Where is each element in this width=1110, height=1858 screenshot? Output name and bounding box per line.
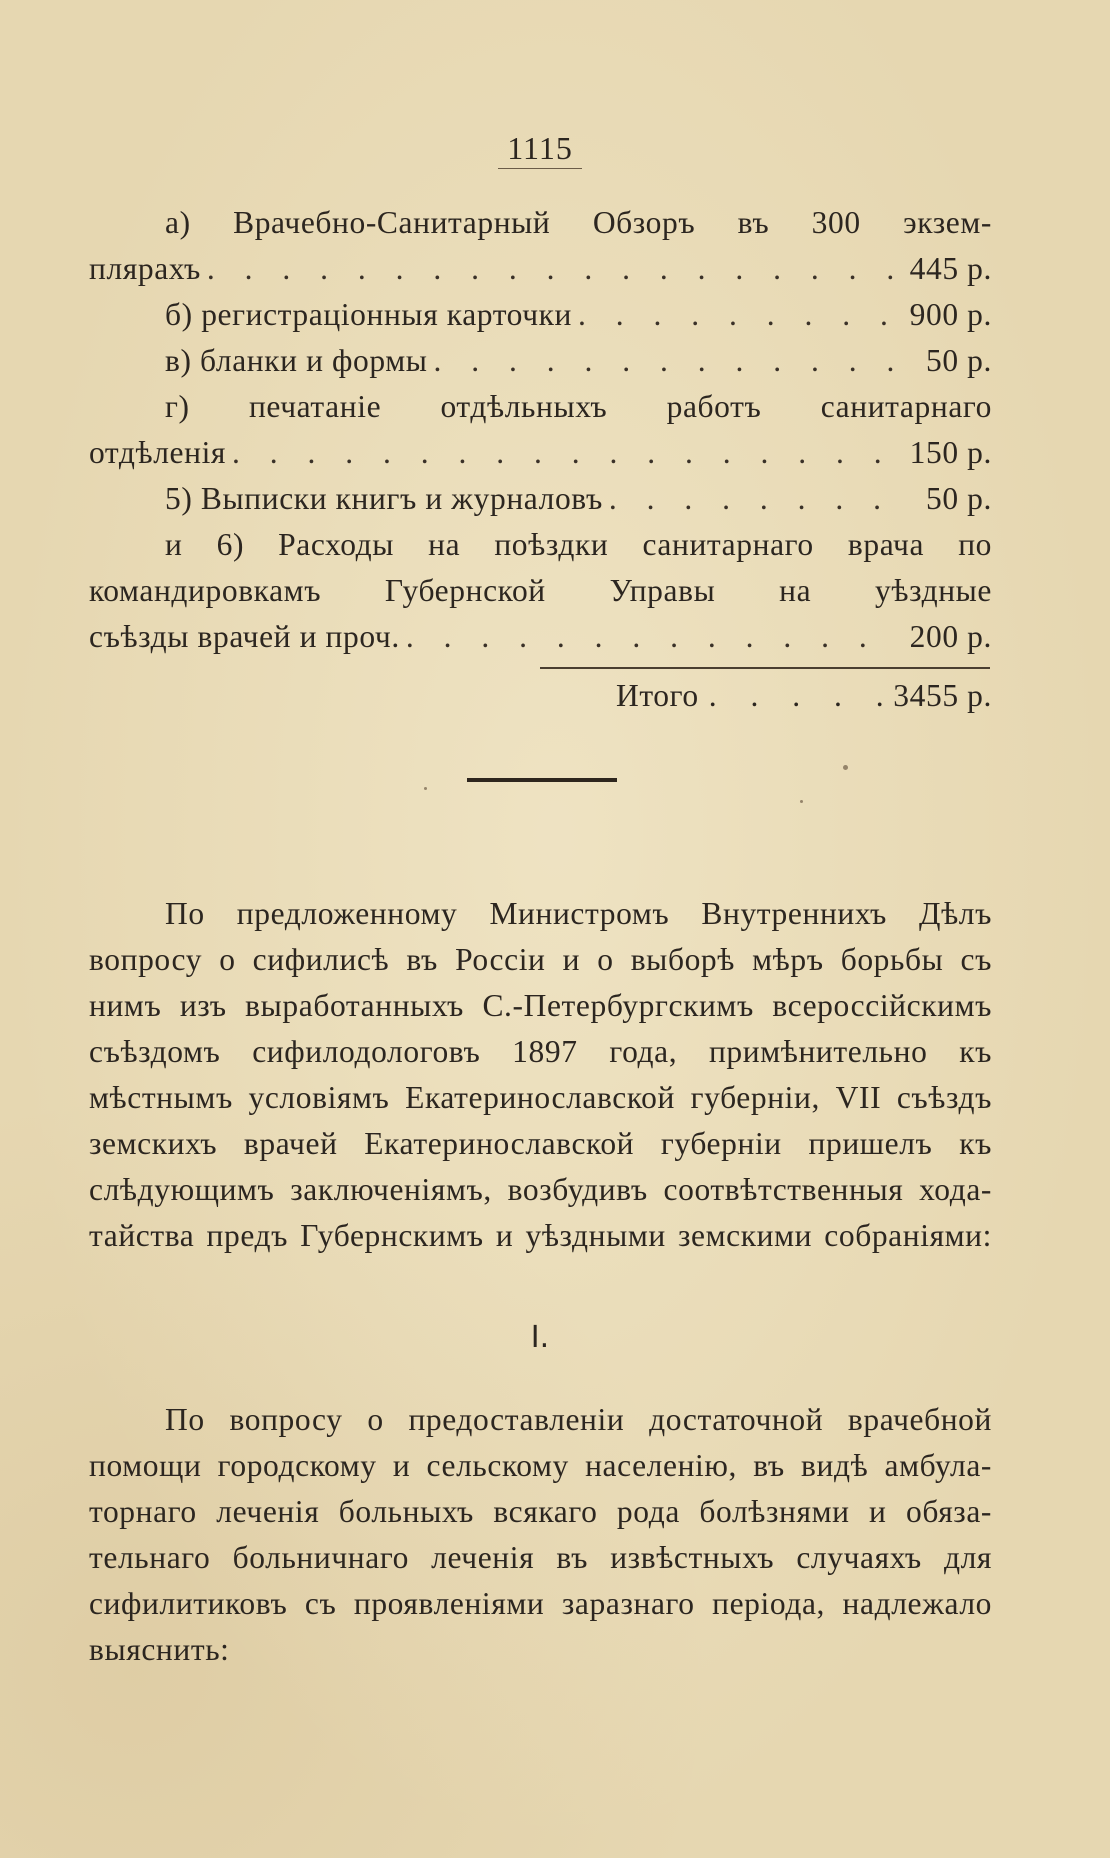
dot-leader [406, 614, 896, 660]
budget-item-label: 5) Выписки книгъ и журналовъ [165, 481, 603, 516]
section-number: I. [530, 1320, 550, 1355]
paragraph-line: земскихъ врачей Екатеринославской губерніи пришелъ къ [89, 1126, 992, 1161]
budget-item-label: отдѣленія [89, 435, 227, 470]
budget-item-row [89, 430, 992, 476]
paper-speck [424, 787, 427, 790]
budget-item-amount: 150 р. [909, 435, 992, 470]
budget-item-amount: 50 р. [926, 481, 992, 516]
paper-speck [800, 800, 803, 803]
budget-item-line: и 6) Расходы на поѣздки санитарнаго врача по [165, 527, 992, 562]
paragraph-line: слѣдующимъ заключеніямъ, возбудивъ соотвѣтственныя хода- [89, 1172, 992, 1207]
paragraph-line: тайства предъ Губернскимъ и уѣздными земскими собраніями: [89, 1218, 992, 1253]
budget-item-label: б) регистраціонныя карточки [165, 297, 572, 332]
paragraph-1 [89, 891, 992, 1259]
paragraph-2 [89, 1397, 992, 1673]
budget-item-label: плярахъ [89, 251, 201, 286]
budget-item-row [89, 338, 992, 384]
budget-item-row [89, 614, 992, 660]
paragraph-line: помощи городскому и сельскому населенію, въ видѣ амбула- [89, 1448, 992, 1483]
page-number: 1115 [507, 130, 573, 166]
budget-item-row [89, 476, 992, 522]
paragraph-line: сифилитиковъ съ проявленіями заразнаго періода, надлежало [89, 1586, 992, 1621]
section-separator [467, 778, 617, 782]
total-amount: 3455 р. [893, 678, 992, 713]
budget-item-row [89, 292, 992, 338]
budget-item-amount: 445 р. [909, 251, 992, 286]
paragraph-line: вопросу о сифилисѣ въ Россіи и о выборѣ мѣръ борьбы съ [89, 942, 992, 977]
budget-item-line: командировкамъ Губернской Управы на уѣздные [89, 573, 992, 608]
budget-item-line: а) Врачебно-Санитарный Обзоръ въ 300 экзем- [165, 205, 992, 240]
budget-item-line: г) печатаніе отдѣльныхъ работъ санитарнаго [165, 389, 992, 424]
dot-leader [207, 246, 896, 292]
budget-item-amount: 900 р. [909, 297, 992, 332]
budget-item-label: в) бланки и формы [165, 343, 428, 378]
dot-leader [609, 476, 896, 522]
dot-leader [709, 678, 884, 714]
dot-leader [434, 338, 896, 384]
total-label: Итого [616, 678, 699, 713]
total-row [540, 678, 992, 724]
paragraph-line: торнаго леченія больныхъ всякаго рода болѣзнями и обяза- [89, 1494, 992, 1529]
budget-item-label: съѣзды врачей и проч. [89, 619, 400, 654]
paragraph-line: выяснить: [89, 1632, 230, 1667]
paragraph-line: мѣстнымъ условіямъ Екатеринославской губерніи, VII съѣздъ [89, 1080, 992, 1115]
budget-item-amount: 50 р. [926, 343, 992, 378]
paragraph-line: съѣздомъ сифилодологовъ 1897 года, примѣнительно къ [89, 1034, 992, 1069]
paper-speck [843, 765, 848, 770]
dot-leader [232, 430, 896, 476]
budget-item-row [89, 246, 992, 292]
sum-rule [540, 667, 990, 669]
paragraph-line: По предложенному Министромъ Внутреннихъ Дѣлъ [165, 896, 992, 931]
budget-list [89, 200, 992, 660]
dot-leader [578, 292, 896, 338]
paragraph-line: По вопросу о предоставленіи достаточной врачебной [165, 1402, 992, 1437]
paragraph-line: тельнаго больничнаго леченія въ извѣстныхъ случаяхъ для [89, 1540, 992, 1575]
paragraph-line: нимъ изъ выработанныхъ С.-Петербургскимъ всероссійскимъ [89, 988, 992, 1023]
page-number-rule [498, 168, 582, 169]
budget-item-amount: 200 р. [909, 619, 992, 654]
